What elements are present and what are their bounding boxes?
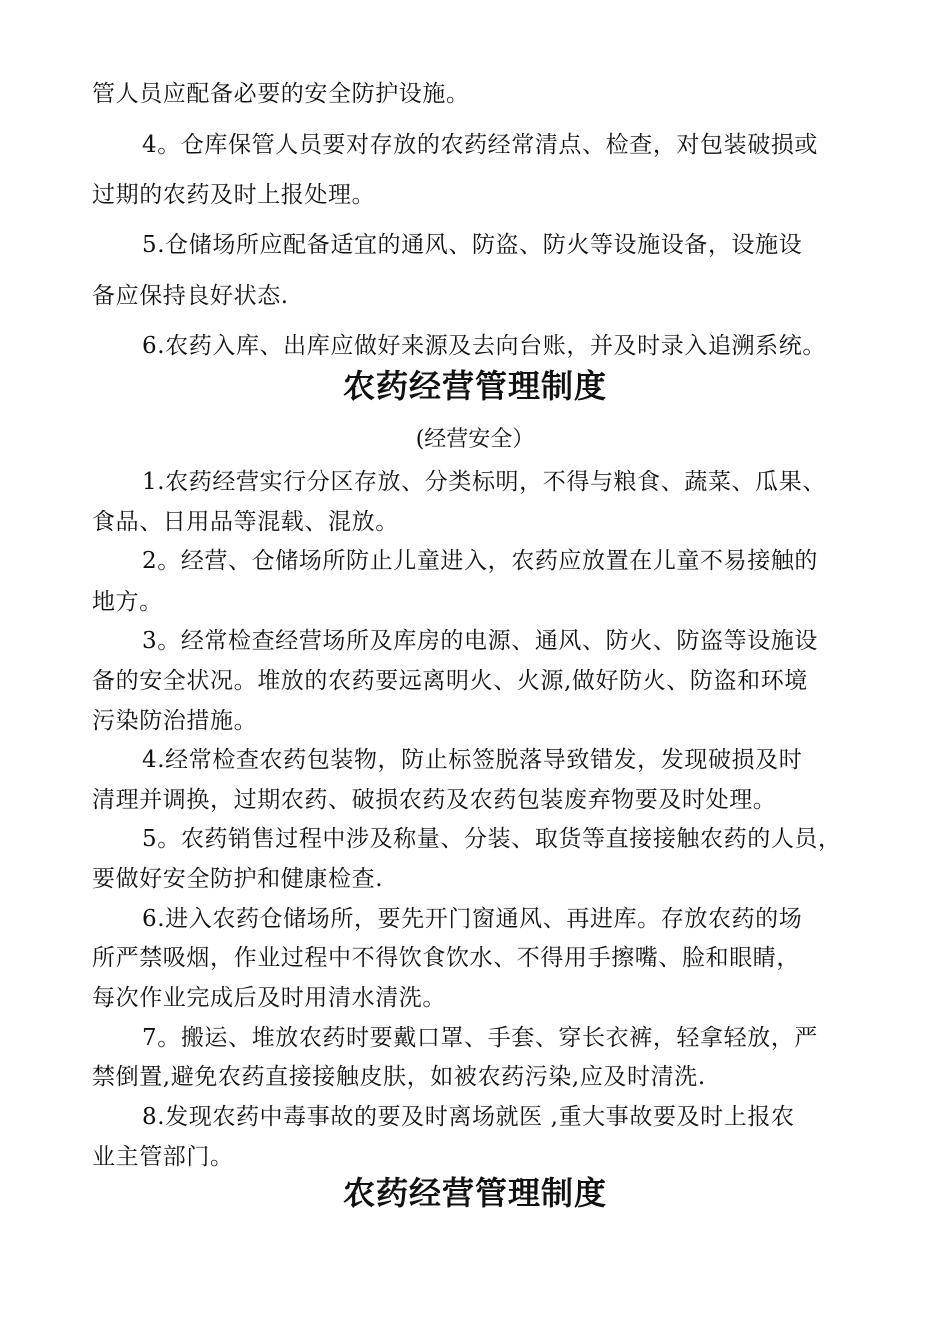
paragraph-line: 污染防治措施。 (92, 708, 258, 734)
paragraph-line: 清理并调换，过期农药、破损农药及农药包装废弃物要及时处理。 (92, 787, 777, 813)
paragraph-line: 业主管部门。 (92, 1144, 234, 1170)
paragraph-line: 4.经常检查农药包装物，防止标签脱落导致错发，发现破损及时 (142, 747, 803, 773)
section-title: 农药经营管理制度 (342, 1174, 607, 1212)
paragraph-line: 1.农药经营实行分区存放、分类标明，不得与粮食、蔬菜、瓜果、 (142, 469, 826, 495)
paragraph-line: 4。仓库保管人员要对存放的农药经常清点、检查，对包装破损或 (142, 132, 819, 158)
paragraph-line: 每次作业完成后及时用清水清洗。 (92, 985, 446, 1011)
paragraph-line: 5。农药销售过程中涉及称量、分装、取货等直接接触农药的人员， (142, 826, 842, 852)
paragraph-line: 备应保持良好状态. (92, 283, 289, 309)
paragraph-line: 所严禁吸烟，作业过程中不得饮食饮水、不得用手擦嘴、脸和眼睛， (92, 945, 800, 971)
paragraph-line: 8.发现农药中毒事故的要及时离场就医 ,重大事故要及时上报农 (142, 1104, 795, 1130)
paragraph-line: 5.仓储场所应配备适宜的通风、防盗、防火等设施设备，设施设 (142, 232, 803, 258)
paragraph-line: 管人员应配备必要的安全防护设施。 (92, 81, 470, 107)
paragraph-line: 要做好安全防护和健康检查. (92, 866, 384, 892)
paragraph-line: 过期的农药及时上报处理。 (92, 182, 376, 208)
paragraph-line: 备的安全状况。堆放的农药要远离明火、火源,做好防火、防盗和环境 (92, 668, 808, 694)
section-title: 农药经营管理制度 (342, 367, 607, 405)
paragraph-line: 3。经常检查经营场所及库房的电源、通风、防火、防盗等设施设 (142, 628, 819, 654)
paragraph-line: 6.农药入库、出库应做好来源及去向台账，并及时录入追溯系统。 (142, 333, 826, 359)
section-subtitle: (经营安全） (415, 427, 535, 452)
paragraph-line: 地方。 (92, 589, 163, 615)
paragraph-line: 禁倒置,避免农药直接接触皮肤，如被农药污染,应及时清洗. (92, 1064, 706, 1090)
paragraph-line: 6.进入农药仓储场所，要先开门窗通风、再进库。存放农药的场 (142, 906, 803, 932)
paragraph-line: 7。搬运、堆放农药时要戴口罩、手套、穿长衣裤，轻拿轻放，严 (142, 1025, 819, 1051)
paragraph-line: 2。经营、仓储场所防止儿童进入，农药应放置在儿童不易接触的 (142, 548, 819, 574)
paragraph-line: 食品、日用品等混载、混放。 (92, 509, 399, 535)
